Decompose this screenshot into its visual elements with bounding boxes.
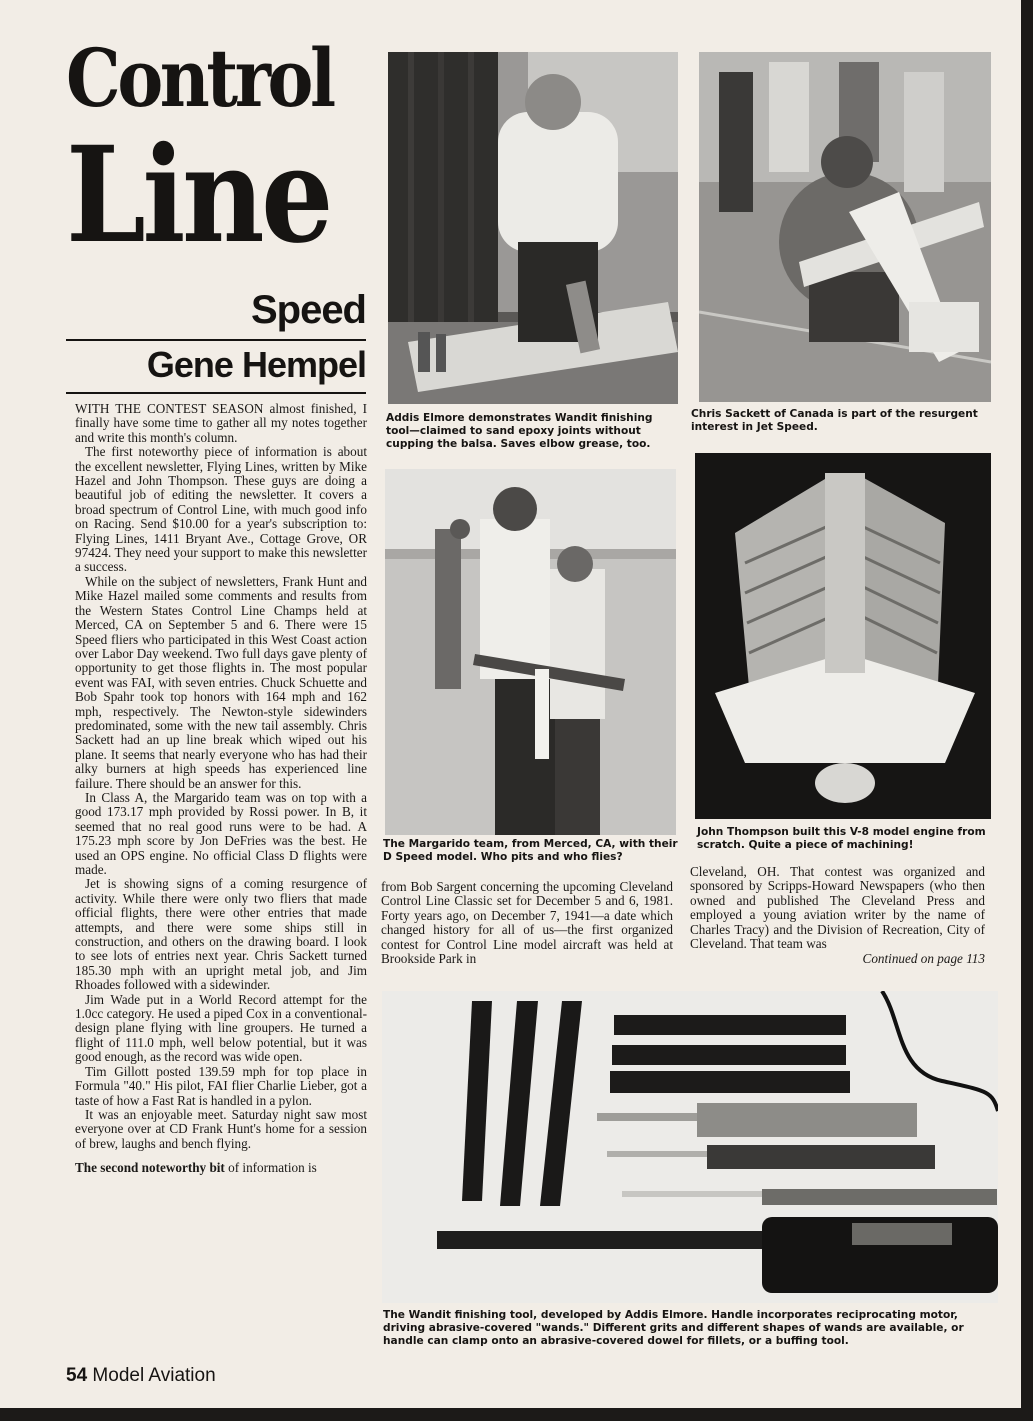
title-control: Control bbox=[66, 31, 333, 125]
page-footer bbox=[66, 1365, 216, 1387]
author-byline: Gene Hempel bbox=[146, 344, 366, 385]
photo-wandit-tool bbox=[382, 991, 998, 1303]
lead-in-2: The second noteworthy bit bbox=[75, 1160, 225, 1176]
paragraph-1 bbox=[75, 402, 367, 445]
continued-link: Continued on page 113 bbox=[862, 951, 985, 967]
photo-chris-sackett bbox=[699, 52, 991, 402]
caption-addis-elmore: Addis Elmore demonstrates Wandit finishing tool—claimed to sand epoxy joints without cupping the balsa. Saves elbow grease, too. bbox=[386, 412, 653, 450]
article-column-2 bbox=[381, 880, 673, 980]
photo-v8-engine bbox=[695, 453, 991, 819]
column-2-text: from Bob Sargent concerning the upcoming Cleveland Control Line Classic set for December 5 and 6, 1981. Forty years ago, on December 7, 1941—a date which changed history for all of us—the first organized contest for Control Line model aircraft was held at Brookside Park in bbox=[381, 880, 673, 967]
title-rule-bottom bbox=[66, 392, 366, 394]
lead-in: WITH THE CONTEST SEASON bbox=[75, 402, 264, 416]
article-column-1 bbox=[75, 402, 367, 1354]
paragraph-2: The first noteworthy piece of information is about the excellent newsletter, Flying Lines, written by Mike Hazel and John Thompson. These guys are doing a beautiful job of editing the newsletter. It covers a broad spectrum of Control Line, with much good info on Racing. Send $10.00 for a year's subscription to: Flying Lines, 1411 Bryant Ave., Cottage Grove, OR 97424. They need your support to make this newsletter a success. bbox=[75, 444, 367, 575]
paragraph-5: Jet is showing signs of a coming resurgence of activity. While there were only two fliers that made official flights, there were other entries that made attempts, and there were some ships still in construction, and others on the drawing board. I look to see lots of entries next year. Chris Sackett turned 185.30 mph with an upright metal job, and Jim Rhoades followed with a sidewinder. bbox=[75, 876, 367, 993]
title-line: Line bbox=[66, 118, 330, 273]
caption-wandit-tool: The Wandit finishing tool, developed by Addis Elmore. Handle incorporates reciprocating motor, driving abrasive-covered "wands." Different grits and different shapes of wands are available, or handle can clamp onto an abrasive-covered dowel for fillets, or a buffing tool. bbox=[383, 1309, 964, 1347]
article-column-3 bbox=[690, 865, 985, 985]
magazine-name: Model Aviation bbox=[92, 1365, 216, 1386]
paragraph-6: Jim Wade put in a World Record attempt for the 1.0cc category. He used a piped Cox in a conventional-design plane flying with line groupers. He turned a flight of 111.0 mph, well below potential, but it was good enough, as the record was wide open. bbox=[75, 991, 367, 1065]
caption-chris-sackett: Chris Sackett of Canada is part of the resurgent interest in Jet Speed. bbox=[691, 408, 978, 433]
paragraph-7: Tim Gillott posted 139.59 mph for top place in Formula "40." His pilot, FAI flier Charlie Lieber, got a taste of how a Fast Rat is handled in a pylon. bbox=[75, 1063, 367, 1108]
caption-v8-engine: John Thompson built this V-8 model engine from scratch. Quite a piece of machining! bbox=[697, 826, 986, 851]
paragraph-9 bbox=[75, 1161, 367, 1175]
title-rule-top bbox=[66, 339, 366, 341]
paragraph-4: In Class A, the Margarido team was on top with a good 173.17 mph provided by Rossi power. In B, it seemed that no real good runs were to be had. A 175.23 mph score by Jon DeFries was the best. He used an OPS engine. No official Class D flights were made. bbox=[75, 789, 367, 877]
paragraph-1-text: almost finished, I finally have some time to gather all my notes together and write this month's column. bbox=[75, 402, 367, 445]
caption-margarido-team: The Margarido team, from Merced, CA, with their D Speed model. Who pits and who flies? bbox=[383, 838, 678, 863]
paragraph-8: It was an enjoyable meet. Saturday night saw most everyone over at CD Frank Hunt's home for a session of brew, laughs and bench flying. bbox=[75, 1106, 367, 1151]
page-number: 54 bbox=[66, 1365, 88, 1386]
column-3-text: Cleveland, OH. That contest was organized and sponsored by Scripps-Howard Newspapers (who then owned and published The Cleveland Press and employed a young aviation writer by the name of Charles Tracy) and the Division of Recreation, City of Cleveland. That team was bbox=[690, 865, 985, 952]
photo-margarido-team bbox=[385, 469, 676, 835]
subtitle-speed: Speed bbox=[250, 288, 366, 332]
paragraph-9-text: of information is bbox=[224, 1160, 317, 1176]
photo-addis-elmore bbox=[388, 52, 678, 404]
paragraph-3: While on the subject of newsletters, Frank Hunt and Mike Hazel mailed some comments and results from the Western States Control Line Champs held at Merced, CA on September 5 and 6. There were 15 Speed fliers who participated in this West Coast action over Labor Day weekend. Two full days gave plenty of opportunity to get those flights in. The most popular event was FAI, with seven entries. Chuck Schuette and Bob Spahr took top honors with 164 mph and 162 mph, respectively. The Newton-style sidewinders predominated, some with the new tail assembly. Chris Sackett had an up line break which wiped out his plane. It seems that nearly everyone who has had their alky burners at high speeds has experienced line failure. There should be an answer for this. bbox=[75, 573, 367, 791]
